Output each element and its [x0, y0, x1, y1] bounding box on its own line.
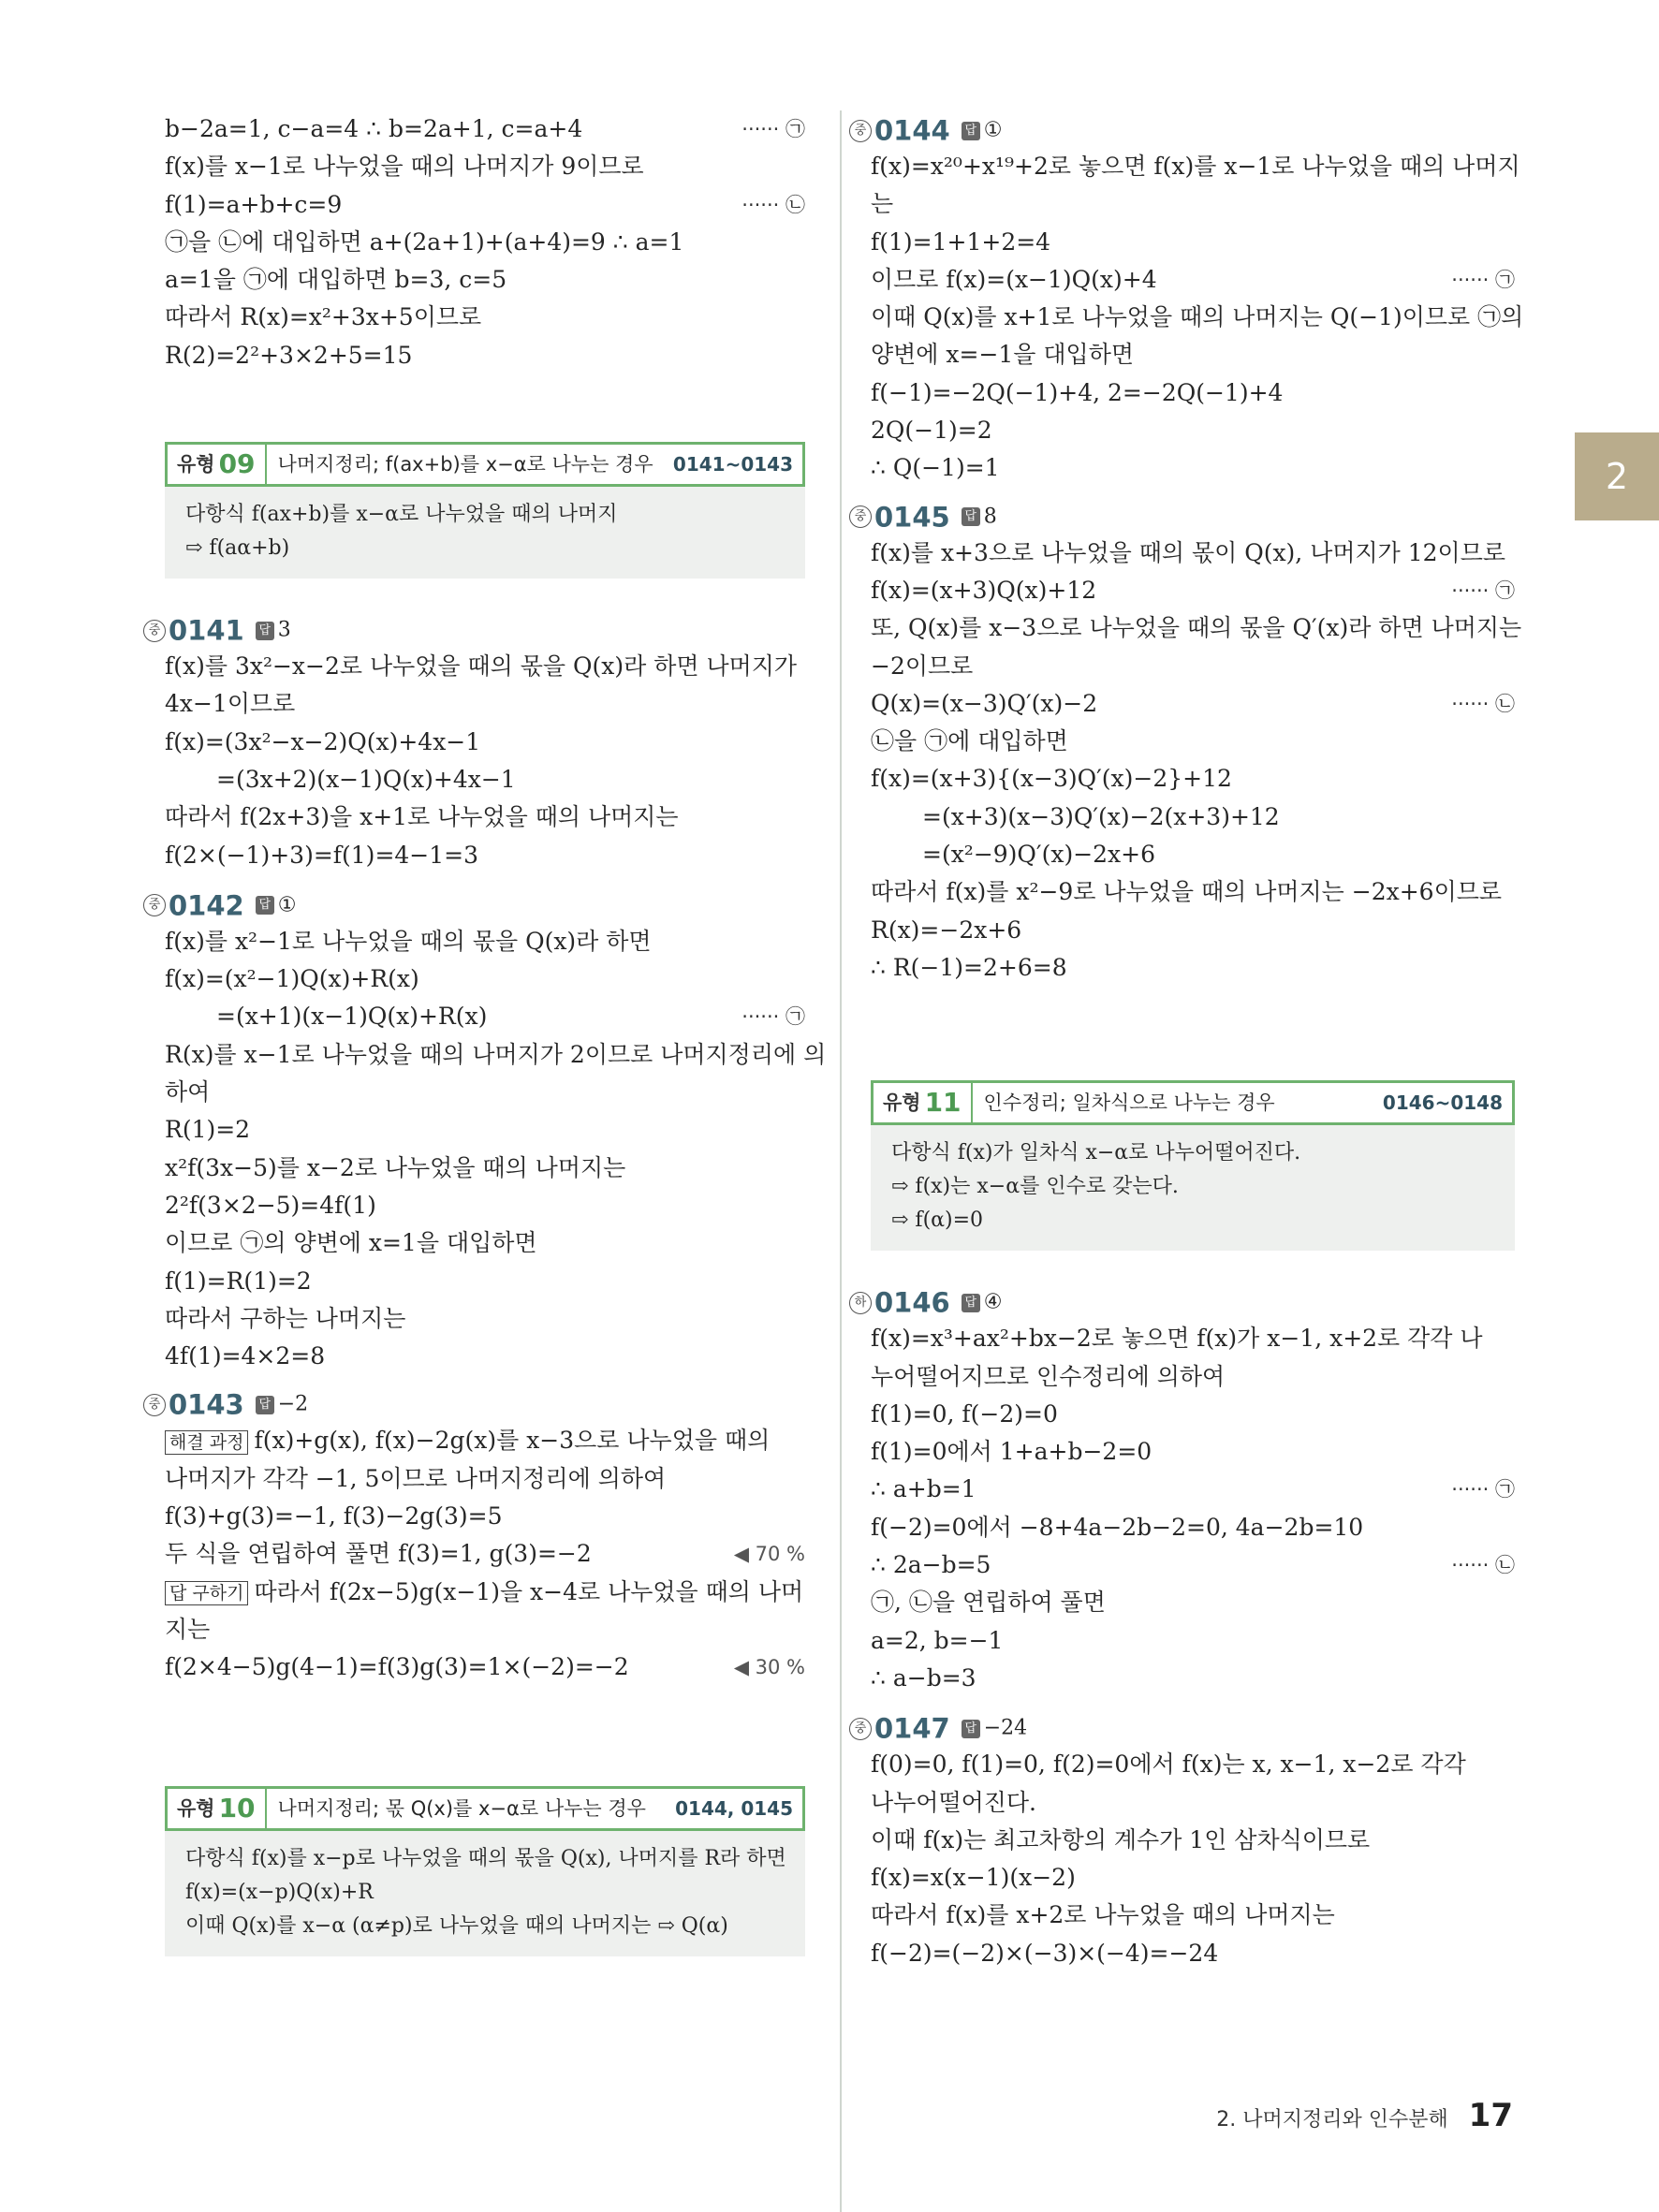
solution-line: [165, 110, 805, 148]
line-text: f(x)=(x+3)Q(x)+12: [871, 576, 1097, 604]
solution-line: [871, 1935, 1515, 1972]
line-text: 나누어떨어진다.: [871, 1788, 1036, 1816]
solution-line: [871, 685, 1515, 723]
type-range: 0144, 0145: [675, 1796, 793, 1820]
type-body-line: 다항식 f(ax+b)를 x−α로 나누었을 때의 나머지: [185, 503, 618, 527]
line-text: f(x)+g(x), f(x)−2g(x)를 x−3으로 나누었을 때의: [254, 1427, 771, 1455]
difficulty-badge: 중: [143, 620, 166, 642]
line-text: x²f(3x−5)를 x−2로 나누었을 때의 나머지는: [165, 1153, 626, 1181]
problem-header: [143, 610, 805, 648]
solution-line: [165, 1498, 805, 1535]
answer-value: 8: [983, 505, 997, 529]
equation-marker: ······ ㉡: [1451, 692, 1515, 715]
step-label: 답 구하기: [165, 1581, 248, 1605]
line-text: R(2)=2²+3×2+5=15: [165, 341, 413, 369]
problem-0143: [148, 1384, 805, 1686]
difficulty-badge: 중: [849, 505, 872, 528]
answer-value: −2: [277, 1392, 309, 1416]
line-text: −2이므로: [871, 652, 974, 680]
type-number: 09: [219, 445, 267, 484]
solution-line: [871, 1897, 1515, 1934]
problem-header: [849, 1708, 1515, 1746]
type-body-line: ⇨ f(aα+b): [185, 536, 290, 561]
line-text: 양변에 x=−1을 대입하면: [871, 341, 1134, 369]
line-text: 따라서 R(x)=x²+3x+5이므로: [165, 303, 482, 331]
type-header: [165, 442, 805, 487]
solution-line: [871, 1320, 1515, 1357]
line-text: a=2, b=−1: [871, 1626, 1004, 1654]
solution-line: [871, 185, 1515, 223]
solution-line: [165, 337, 805, 374]
solution-line: [871, 572, 1515, 609]
line-text: 이므로 ㉠의 양변에 x=1을 대입하면: [165, 1229, 537, 1257]
type-number: 11: [925, 1083, 973, 1122]
type-body-line: 이때 Q(x)를 x−α (α≠p)로 나누었을 때의 나머지는 ⇨ Q(α): [185, 1913, 728, 1938]
line-text: f(2×(−1)+3)=f(1)=4−1=3: [165, 841, 478, 869]
solution-line: [871, 1584, 1515, 1621]
type-label: 유형: [177, 453, 215, 476]
line-text: =(x+3)(x−3)Q′(x)−2(x+3)+12: [922, 802, 1280, 830]
problem-number: 0142: [169, 889, 244, 922]
equation-marker: ······ ㉡: [1451, 1554, 1515, 1577]
line-text: f(x)를 x−1로 나누었을 때의 나머지가 9이므로: [165, 153, 644, 181]
problem-header: [849, 1282, 1515, 1320]
solution-line: [871, 224, 1515, 261]
solution-line: [165, 1611, 805, 1648]
line-text: a=1을 ㉠에 대입하면 b=3, c=5: [165, 266, 507, 294]
line-text: f(2×4−5)g(4−1)=f(3)g(3)=1×(−2)=−2: [165, 1653, 629, 1681]
equation-marker: ······ ㉡: [741, 193, 805, 216]
solution-line: [165, 960, 805, 998]
solution-line: [165, 1074, 805, 1111]
solution-line: [871, 412, 1515, 449]
line-text: 나머지가 각각 −1, 5이므로 나머지정리에 의하여: [165, 1464, 667, 1492]
line-text: f(0)=0, f(1)=0, f(2)=0에서 f(x)는 x, x−1, x−2로 각각: [871, 1751, 1466, 1779]
difficulty-badge: 중: [143, 894, 166, 916]
type-body-line: 다항식 f(x)를 x−p로 나누었을 때의 몫을 Q(x), 나머지를 R라 하면: [185, 1846, 786, 1870]
type-body-line: f(x)=(x−p)Q(x)+R: [185, 1880, 374, 1904]
type-box-10: [165, 1786, 805, 1956]
line-text: 따라서 f(2x−5)g(x−1)을 x−4로 나누었을 때의 나머: [254, 1577, 804, 1605]
solution-line: [871, 1859, 1515, 1897]
problem-header: [849, 110, 1515, 148]
line-text: f(1)=1+1+2=4: [871, 227, 1051, 256]
solution-line: [165, 798, 805, 836]
solution-line: [871, 760, 1515, 798]
left-column: [148, 110, 827, 1956]
type-title: 인수정리; 일차식으로 나누는 경우: [983, 1091, 1275, 1115]
answer-value: ④: [983, 1290, 1003, 1314]
solution-line: [165, 923, 805, 960]
answer-tag: 답: [962, 507, 980, 526]
chapter-title: 2. 나머지정리와 인수분해: [1216, 2108, 1448, 2131]
solution-line: [165, 837, 805, 874]
line-text: 따라서 구하는 나머지는: [165, 1304, 406, 1332]
line-text: f(−2)=(−2)×(−3)×(−4)=−24: [871, 1939, 1219, 1967]
equation-marker: ······ ㉠: [741, 1005, 805, 1029]
answer-value: 3: [277, 618, 291, 642]
line-text: ㉠을 ㉡에 대입하면 a+(2a+1)+(a+4)=9 ∴ a=1: [165, 227, 684, 256]
line-text: 4f(1)=4×2=8: [165, 1342, 326, 1370]
problem-header: [143, 1384, 805, 1422]
line-text: f(1)=0에서 1+a+b−2=0: [871, 1438, 1152, 1466]
solution-line: [871, 1358, 1515, 1396]
solution-line: [165, 1460, 805, 1498]
right-column: [854, 110, 1524, 1972]
solution-line: [871, 148, 1520, 185]
solution-line: [165, 761, 805, 798]
type-box-11: [871, 1080, 1515, 1251]
line-text: 두 식을 연립하여 풀면 f(3)=1, g(3)=−2: [165, 1540, 592, 1568]
solution-line: [165, 1648, 805, 1686]
solution-line: [165, 685, 805, 723]
problem-number: 0141: [169, 614, 244, 647]
solution-line: [871, 1546, 1515, 1584]
solution-line: [165, 224, 805, 261]
type-range: 0141~0143: [672, 453, 793, 476]
type-body-line: ⇨ f(x)는 x−α를 인수로 갖는다.: [891, 1175, 1179, 1199]
line-text: ∴ a+b=1: [871, 1475, 976, 1503]
solution-line: [165, 1300, 805, 1338]
line-text: ㉡을 ㉠에 대입하면: [871, 727, 1068, 755]
problem-number: 0147: [874, 1712, 950, 1745]
problem-header: [849, 497, 1515, 535]
line-text: 따라서 f(2x+3)을 x+1로 나누었을 때의 나머지는: [165, 803, 679, 831]
type-header: [165, 1786, 805, 1831]
problem-number: 0146: [874, 1286, 950, 1319]
answer-value: −24: [983, 1716, 1028, 1740]
answer-tag: 답: [256, 622, 274, 640]
line-text: 지는: [165, 1615, 211, 1643]
score-percent: ◀ 30 %: [733, 1656, 805, 1679]
answer-tag: 답: [256, 896, 274, 915]
solution-line: [871, 1746, 1515, 1783]
equation-marker: ······ ㉠: [1451, 1478, 1515, 1502]
line-text: =(3x+2)(x−1)Q(x)+4x−1: [216, 765, 516, 793]
line-text: f(x)를 x+3으로 나누었을 때의 몫이 Q(x), 나머지가 12이므로: [871, 538, 1505, 566]
type-body-line: ⇨ f(α)=0: [891, 1209, 984, 1233]
step-label: 해결 과정: [165, 1430, 248, 1455]
line-text: b−2a=1, c−a=4 ∴ b=2a+1, c=a+4: [165, 115, 583, 142]
solution-line: [871, 912, 1515, 949]
solution-line: [871, 798, 1515, 836]
solution-line: [871, 1471, 1515, 1508]
line-text: f(x)=x(x−1)(x−2): [871, 1864, 1076, 1892]
line-text: 는: [871, 190, 894, 218]
line-text: f(x)=x²⁰+x¹⁹+2로 놓으면 f(x)를 x−1로 나누었을 때의 나머지: [871, 153, 1520, 180]
solution-line: [165, 186, 805, 224]
problem-0145: [854, 497, 1522, 988]
line-text: f(x)를 3x²−x−2로 나누었을 때의 몫을 Q(x)라 하면 나머지가: [165, 652, 798, 681]
solution-line: [871, 374, 1515, 412]
type-number: 10: [219, 1789, 267, 1828]
problem-number: 0143: [169, 1388, 244, 1421]
solution-line: [871, 1822, 1515, 1859]
line-text: ∴ Q(−1)=1: [871, 454, 1000, 482]
line-text: f(x)를 x²−1로 나누었을 때의 몫을 Q(x)라 하면: [165, 927, 652, 955]
type-body: [165, 487, 805, 579]
line-text: 2Q(−1)=2: [871, 417, 992, 445]
problem-0146: [854, 1282, 1515, 1697]
solution-line: [165, 1111, 805, 1149]
line-text: f(x)=(x+3){(x−3)Q′(x)−2}+12: [871, 765, 1232, 793]
line-text: 이때 Q(x)를 x+1로 나누었을 때의 나머지는 Q(−1)이므로 ㉠의: [871, 303, 1524, 331]
solution-line: [871, 336, 1515, 374]
solution-line: [165, 648, 805, 685]
difficulty-badge: 중: [143, 1394, 166, 1416]
solution-line: [871, 1622, 1515, 1660]
type-label: 유형: [177, 1796, 215, 1820]
line-text: 따라서 f(x)를 x+2로 나누었을 때의 나머지는: [871, 1901, 1335, 1929]
continued-solution: [165, 110, 805, 374]
solution-line: [165, 1574, 805, 1611]
column-divider: [840, 110, 842, 2212]
solution-line: [871, 261, 1515, 299]
page-number: 17: [1468, 2097, 1513, 2134]
solution-line: [165, 1263, 805, 1300]
type-title: 나머지정리; 몫 Q(x)를 x−α로 나누는 경우: [277, 1796, 646, 1820]
line-text: 2²f(3×2−5)=4f(1): [165, 1191, 376, 1219]
type-body: [165, 1831, 805, 1956]
solution-line: [165, 1150, 805, 1187]
line-text: =(x+1)(x−1)Q(x)+R(x): [216, 1003, 488, 1031]
line-text: ㉠, ㉡을 연립하여 풀면: [871, 1589, 1106, 1617]
difficulty-badge: 중: [849, 120, 872, 142]
solution-line: [871, 609, 1522, 647]
equation-marker: ······ ㉠: [1451, 579, 1515, 602]
line-text: f(−1)=−2Q(−1)+4, 2=−2Q(−1)+4: [871, 378, 1284, 406]
type-title: 나머지정리; f(ax+b)를 x−α로 나누는 경우: [277, 453, 653, 476]
solution-line: [871, 449, 1515, 487]
line-text: R(x)=−2x+6: [871, 916, 1022, 944]
line-text: 따라서 f(x)를 x²−9로 나누었을 때의 나머지는 −2x+6이므로: [871, 878, 1503, 906]
type-body-line: 다항식 f(x)가 일차식 x−α로 나누어떨어진다.: [891, 1141, 1301, 1165]
line-text: f(1)=a+b+c=9: [165, 190, 343, 218]
solution-line: [165, 1036, 827, 1074]
problem-0147: [854, 1708, 1515, 1972]
line-text: 또, Q(x)를 x−3으로 나누었을 때의 몫을 Q′(x)라 하면 나머지는: [871, 614, 1522, 642]
line-text: 하여: [165, 1078, 211, 1106]
difficulty-badge: 하: [849, 1292, 872, 1314]
type-header: [871, 1080, 1515, 1125]
solution-line: [871, 299, 1524, 336]
solution-line: [165, 1338, 805, 1375]
page-footer: [1216, 2097, 1513, 2134]
solution-line: [871, 836, 1515, 873]
solution-line: [871, 1433, 1515, 1471]
answer-tag: 답: [962, 122, 980, 140]
problem-0142: [148, 886, 827, 1376]
line-text: f(x)=(3x²−x−2)Q(x)+4x−1: [165, 727, 481, 755]
line-text: R(x)를 x−1로 나누었을 때의 나머지가 2이므로 나머지정리에 의: [165, 1040, 827, 1068]
chapter-tab: 2: [1575, 432, 1659, 520]
answer-tag: 답: [256, 1396, 274, 1414]
solution-line: [165, 1535, 805, 1573]
solution-line: [165, 1422, 805, 1459]
solution-line: [871, 949, 1515, 987]
solution-line: [165, 724, 805, 761]
answer-value: ①: [277, 893, 297, 917]
score-percent: ◀ 70 %: [733, 1543, 805, 1566]
type-box-09: [165, 442, 805, 579]
line-text: ∴ 2a−b=5: [871, 1551, 991, 1579]
type-range: 0146~0148: [1382, 1091, 1503, 1115]
problem-number: 0145: [874, 501, 950, 534]
equation-marker: ······ ㉠: [1451, 268, 1515, 291]
line-text: =(x²−9)Q′(x)−2x+6: [922, 841, 1156, 869]
solution-line: [871, 648, 1515, 685]
answer-tag: 답: [962, 1720, 980, 1738]
solution-line: [871, 873, 1515, 911]
line-text: f(x)=(x²−1)Q(x)+R(x): [165, 965, 419, 993]
line-text: Q(x)=(x−3)Q′(x)−2: [871, 689, 1098, 717]
line-text: f(−2)=0에서 −8+4a−2b−2=0, 4a−2b=10: [871, 1513, 1364, 1541]
line-text: f(3)+g(3)=−1, f(3)−2g(3)=5: [165, 1502, 503, 1531]
problem-number: 0144: [874, 114, 950, 147]
solution-line: [871, 723, 1515, 760]
line-text: ∴ R(−1)=2+6=8: [871, 953, 1067, 981]
solution-line: [871, 535, 1515, 572]
line-text: f(x)=x³+ax²+bx−2로 놓으면 f(x)가 x−1, x+2로 각각 나: [871, 1325, 1483, 1353]
line-text: f(1)=0, f(−2)=0: [871, 1399, 1058, 1428]
type-label: 유형: [883, 1091, 921, 1115]
solution-line: [165, 299, 805, 336]
line-text: ∴ a−b=3: [871, 1663, 976, 1692]
line-text: 이때 f(x)는 최고차항의 계수가 1인 삼차식이므로: [871, 1825, 1371, 1853]
problem-0141: [148, 610, 805, 874]
line-text: f(1)=R(1)=2: [165, 1267, 312, 1295]
solution-line: [165, 1187, 805, 1224]
solution-line: [871, 1784, 1515, 1822]
solution-line: [165, 148, 805, 185]
line-text: 4x−1이므로: [165, 690, 296, 718]
solution-line: [871, 1509, 1515, 1546]
equation-marker: ······ ㉠: [741, 118, 805, 140]
type-body: [871, 1125, 1515, 1251]
answer-tag: 답: [962, 1294, 980, 1312]
solution-line: [165, 998, 805, 1035]
difficulty-badge: 중: [849, 1718, 872, 1740]
line-text: 이므로 f(x)=(x−1)Q(x)+4: [871, 265, 1157, 293]
solution-line: [165, 1224, 805, 1262]
line-text: R(1)=2: [165, 1116, 251, 1144]
solution-line: [871, 1396, 1515, 1433]
solution-line: [871, 1660, 1515, 1697]
line-text: 누어떨어지므로 인수정리에 의하여: [871, 1362, 1226, 1390]
answer-value: ①: [983, 118, 1003, 142]
problem-0144: [854, 110, 1524, 488]
problem-header: [143, 886, 805, 923]
solution-line: [165, 261, 805, 299]
